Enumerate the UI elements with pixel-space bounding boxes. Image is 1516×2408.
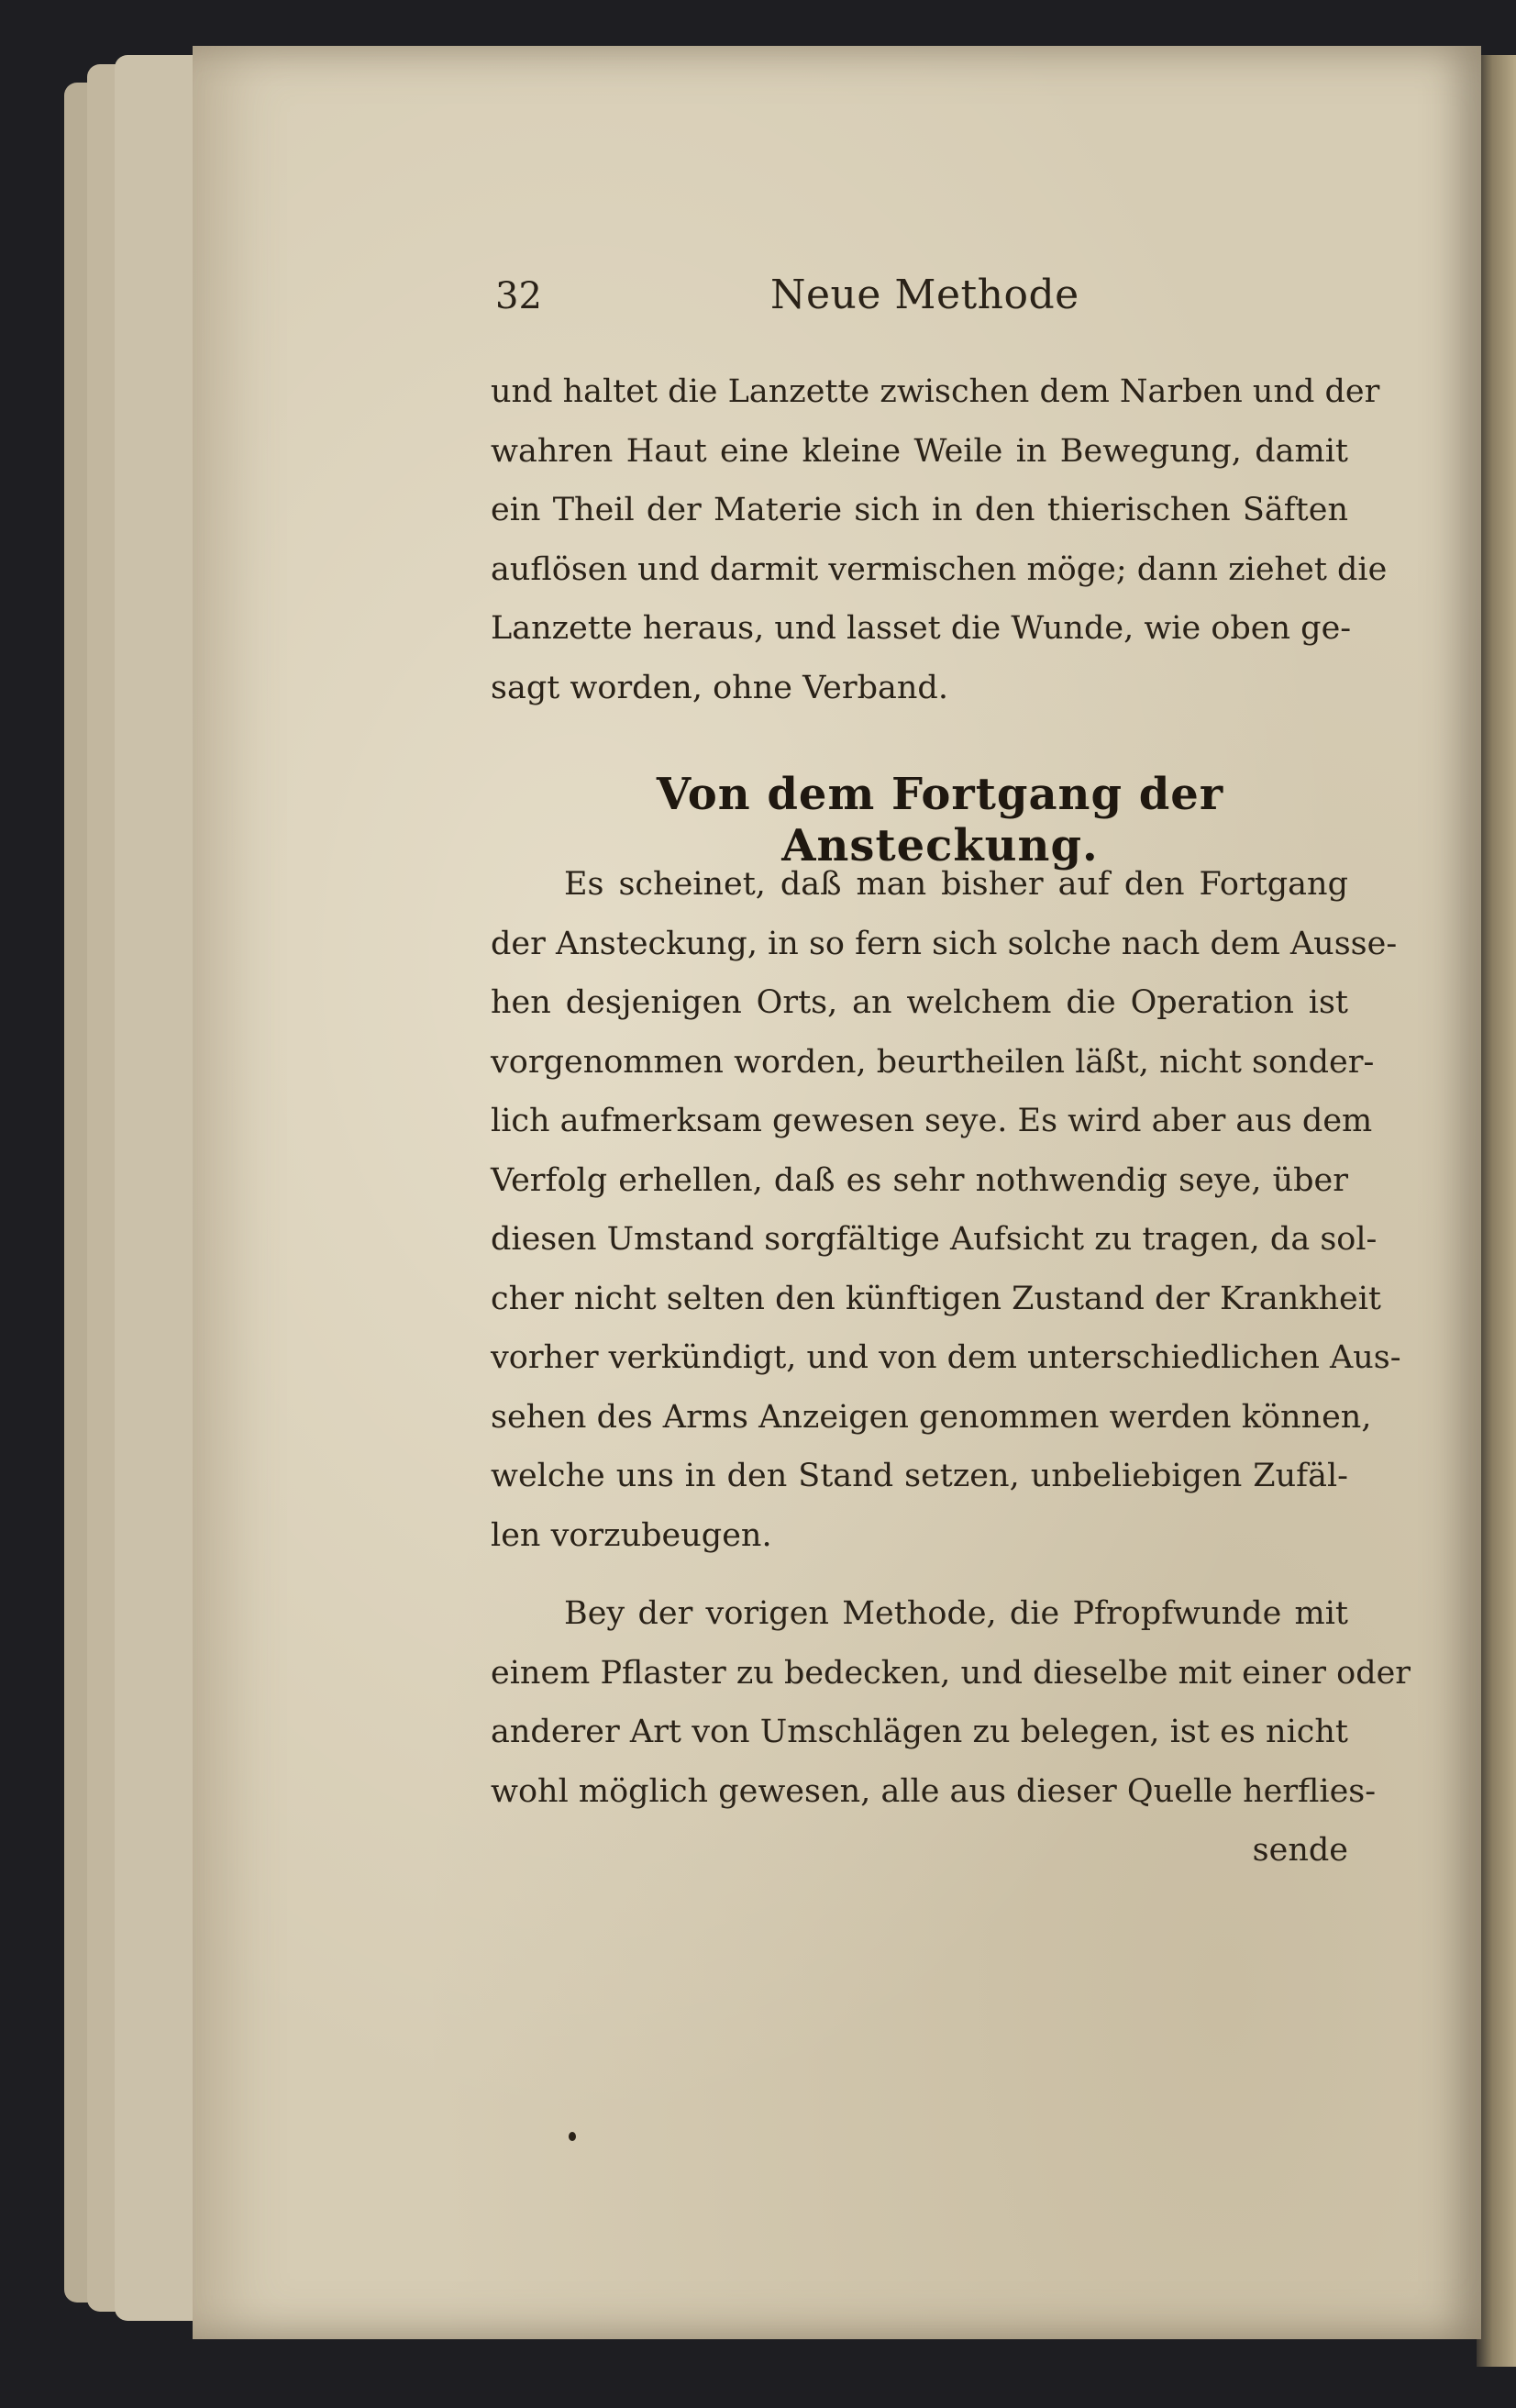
text-line: wahren Haut eine kleine Weile in Bewegung, damit (491, 432, 1348, 470)
text-line: sagt worden, ohne Verband. (491, 669, 948, 706)
text-line: diesen Umstand sorgfältige Aufsicht zu tragen, da sol- (491, 1221, 1378, 1258)
catchword: sende (1252, 1832, 1348, 1869)
text-line: cher nicht selten den künftigen Zustand der Krankheit (491, 1280, 1381, 1317)
text-line: Verfolg erhellen, daß es sehr nothwendig seye, über (491, 1161, 1348, 1199)
text-line: wohl möglich gewesen, alle aus dieser Quelle herflies- (491, 1772, 1377, 1810)
text-line: Lanzette heraus, und lasset die Wunde, wie oben ge- (491, 610, 1352, 647)
text-line: Es scheinet, daß man bisher auf den Fortgang (564, 866, 1348, 903)
text-line: vorher verkündigt, und von dem unterschiedlichen Aus- (491, 1339, 1401, 1376)
facing-page-edge (1477, 55, 1516, 2367)
paragraph-3 (491, 1584, 1411, 1881)
section-heading: Von dem Fortgang der Ansteckung. (656, 769, 1224, 871)
text-line: len vorzubeugen. (491, 1516, 772, 1554)
text-line: einem Pflaster zu bedecken, und dieselbe mit einer oder (491, 1654, 1411, 1692)
paragraph-1 (491, 362, 1388, 717)
running-head: Neue Methode (770, 272, 1079, 318)
ink-speck (569, 2132, 576, 2141)
text-line: welche uns in den Stand setzen, unbeliebigen Zufäl- (491, 1458, 1348, 1494)
text-line: auflösen und darmit vermischen möge; dann ziehet die (491, 550, 1388, 588)
paragraph-2 (491, 855, 1401, 1565)
text-line: sehen des Arms Anzeigen genommen werden können, (491, 1398, 1372, 1436)
text-line: Bey der vorigen Methode, die Pfropfwunde mit (564, 1595, 1348, 1632)
page-header (495, 272, 1412, 330)
text-line: lich aufmerksam gewesen seye. Es wird aber aus dem (491, 1103, 1373, 1139)
text-line: hen desjenigen Orts, an welchem die Operation ist (491, 984, 1348, 1021)
text-line: der Ansteckung, in so fern sich solche nach dem Ausse- (491, 925, 1398, 962)
text-line: und haltet die Lanzette zwischen dem Narben und der (491, 373, 1380, 410)
page-number: 32 (495, 275, 542, 317)
text-line: anderer Art von Umschlägen zu belegen, ist es nicht (491, 1714, 1348, 1750)
text-line: ein Theil der Materie sich in den thierischen Säften (491, 492, 1348, 528)
text-line: vorgenommen worden, beurtheilen läßt, nicht sonder- (491, 1043, 1375, 1081)
